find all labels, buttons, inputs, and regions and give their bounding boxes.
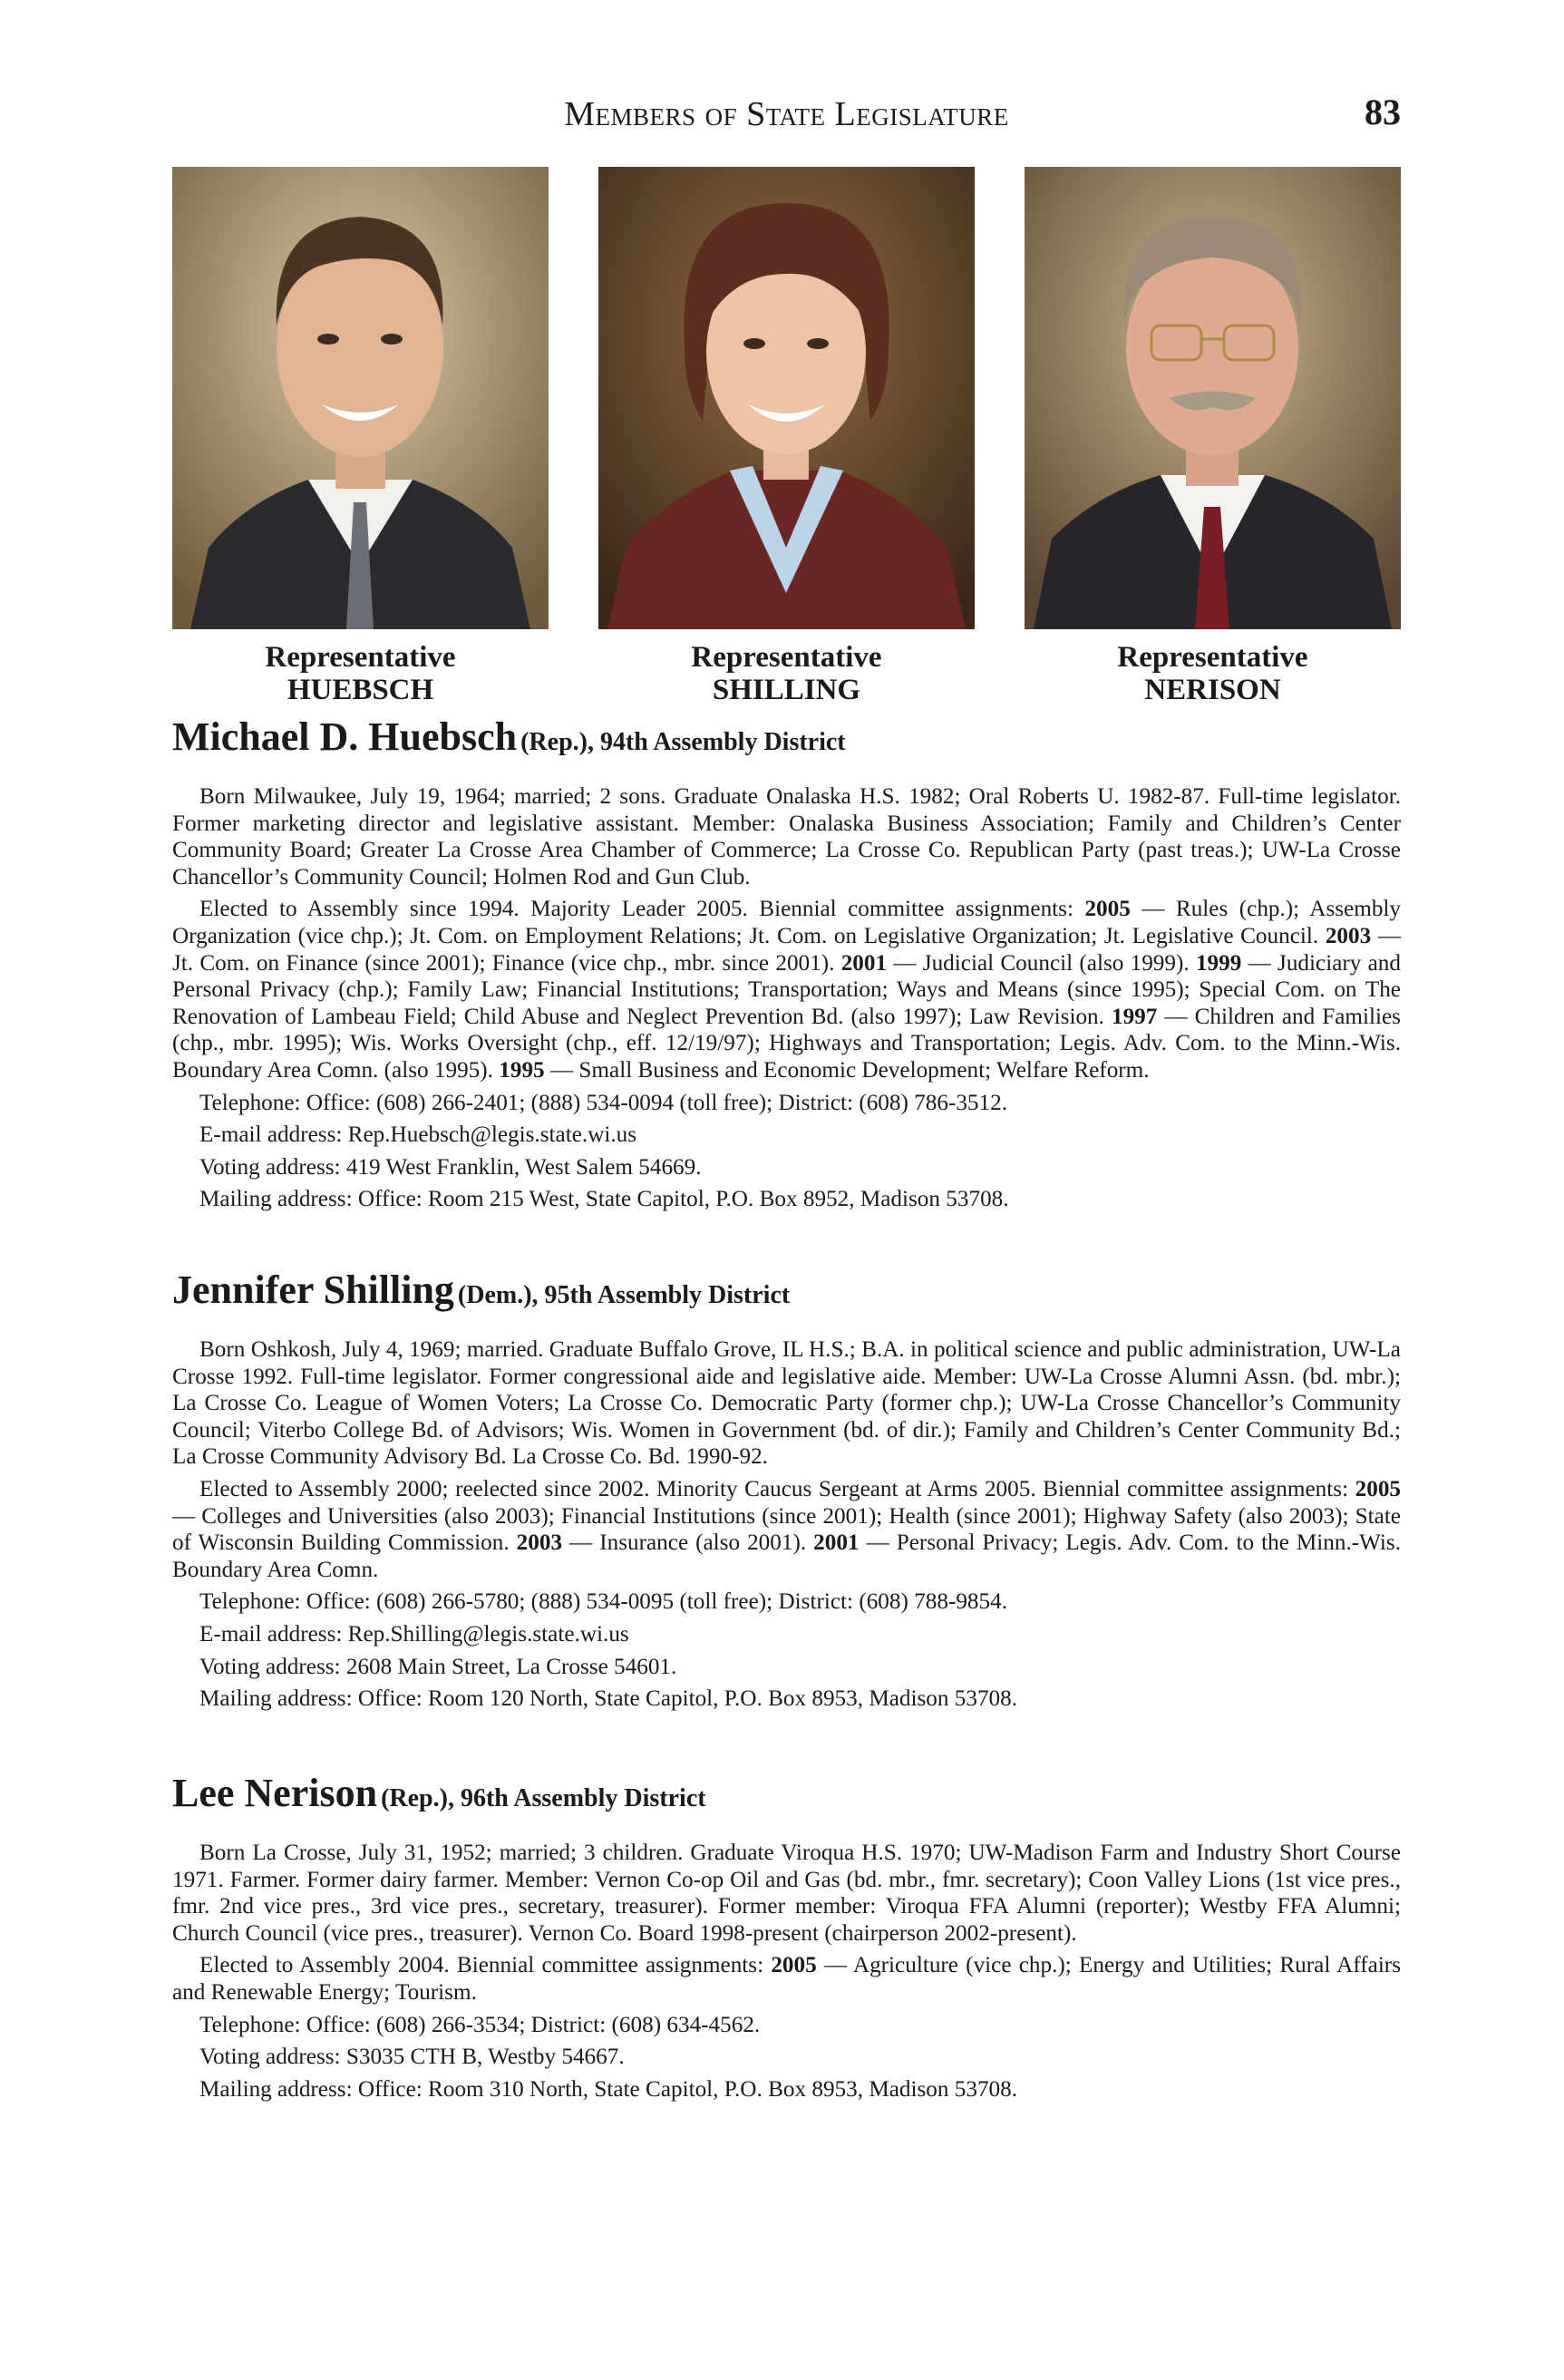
voting-address-line: Voting address: 419 West Franklin, West Salem 54669. <box>199 1154 702 1180</box>
telephone-line: Telephone: Office: (608) 266-5780; (888) 534-0095 (toll free); District: (608) 788-9854. <box>199 1589 1008 1615</box>
caption-shilling <box>598 641 975 706</box>
page-number: 83 <box>1365 92 1401 132</box>
bio-background-paragraph: Born Oshkosh, July 4, 1969; married. Graduate Buffalo Grove, IL H.S.; B.A. in political science and public administration, UW-La Crosse 1992. Full-time legislator. Former congressional aide and legislative aide. Member: UW-La Crosse Alumni Assn. (bd. mbr.); La Crosse Co. League of Women Voters; La Crosse Co. Democratic Party (former chp.); UW-La Crosse Chancellor’s Community Council; Viterbo College Bd. of Advisors; Wis. Women in Government (bd. of dir.); Family and Children’s Center Community Bd.; La Crosse Community Advisory Bd. La Crosse Co. Bd. 1990-92. <box>172 1337 1401 1470</box>
mailing-address-line: Mailing address: Office: Room 310 North, State Capitol, P.O. Box 8953, Madison 53708. <box>199 2076 1018 2102</box>
bold-year: 2001 <box>840 950 888 976</box>
caption-nerison <box>1025 641 1401 706</box>
caption-surname: HUEBSCH <box>287 674 434 706</box>
bold-year: 2003 <box>1325 923 1372 948</box>
mailing-address-line: Mailing address: Office: Room 215 West, State Capitol, P.O. Box 8952, Madison 53708. <box>199 1187 1009 1212</box>
portrait-captions <box>172 641 1401 714</box>
member-district: , 94th Assembly District <box>587 728 846 756</box>
member-district: , 95th Assembly District <box>531 1281 791 1309</box>
caption-title: Representative <box>691 641 882 674</box>
caption-surname: NERISON <box>1144 674 1281 706</box>
bio-committee-paragraph: Elected to Assembly since 1994. Majority Leader 2005. Biennial committee assignments: 2005 — Rules (chp.); Assembly Organization (vice chp.); Jt. Com. on Employment Relations; Jt. Com. on Legislative Organization; Jt. Legislative Council. 2003 — Jt. Com. on Finance (since 2001); Finance (vice chp., mbr. since 2001). 2001 — Judicial Council (also 1999). 1999 — Judiciary and Personal Privacy (chp.); Family Law; Financial Institutions; Transportation; Ways and Means (since 1995); Special Com. on The Renovation of Lambeau Field; Child Abuse and Neglect Prevention Bd. (also 1997); Law Revision. 1997 — Children and Families (chp., mbr. 1995); Wis. Works Oversight (chp., eff. 12/19/97); Highways and Transportation; Legis. Adv. Com. to the Minn.-Wis. Boundary Area Comn. (also 1995). 1995 — Small Business and Economic Development; Welfare Reform. <box>172 897 1402 1083</box>
bold-year: 2001 <box>813 1530 860 1556</box>
bold-year: 2005 <box>1355 1476 1401 1501</box>
member-district: , 96th Assembly District <box>447 1784 706 1812</box>
portrait-photo-nerison <box>1025 167 1401 629</box>
bio-background-paragraph: Born Milwaukee, July 19, 1964; married; 2 sons. Graduate Onalaska H.S. 1982; Oral Roberts U. 1982-87. Full-time legislator. Former marketing director and legislative assistant. Member: Onalaska Business Association; Family and Children’s Center Community Board; Greater La Crosse Area Chamber of Commerce; La Crosse Co. Republican Party (past treas.); UW-La Crosse Chancellor’s Community Council; Holmen Rod and Gun Club. <box>172 784 1401 889</box>
bio-huebsch <box>172 716 1401 1219</box>
bio-heading <box>172 1773 1401 1823</box>
bold-year: 1997 <box>1111 1004 1158 1029</box>
bold-year: 1999 <box>1195 950 1242 976</box>
member-party: (Rep.) <box>381 1784 448 1812</box>
bold-year: 2003 <box>516 1530 563 1556</box>
telephone-line: Telephone: Office: (608) 266-3534; District: (608) 634-4562. <box>199 2012 761 2037</box>
bold-year: 2005 <box>771 1953 817 1978</box>
mailing-address-line: Mailing address: Office: Room 120 North, State Capitol, P.O. Box 8953, Madison 53708. <box>199 1686 1018 1712</box>
caption-title: Representative <box>1117 641 1308 674</box>
member-name: Lee Nerison <box>172 1771 378 1815</box>
page-header <box>172 91 1401 145</box>
bold-year: 1995 <box>499 1057 545 1083</box>
bold-year: 2005 <box>1084 897 1131 922</box>
bio-background-paragraph: Born La Crosse, July 31, 1952; married; 3 children. Graduate Viroqua H.S. 1970; UW-Madison Farm and Industry Short Course 1971. Farmer. Former dairy farmer. Member: Vernon Co-op Oil and Gas (bd. mbr., fmr. secretary); Coon Valley Lions (1st vice pres., fmr. 2nd vice pres., 3rd vice pres., secretary, treasurer). Former member: Viroqua FFA Alumni (reporter); Westby FFA Alumni; Church Council (vice pres., treasurer). Vernon Co. Board 1998-present (chairperson 2002-present). <box>172 1841 1401 1946</box>
bio-committee-paragraph: Elected to Assembly 2000; reelected since 2002. Minority Caucus Sergeant at Arms 2005. Biennial committee assignments: 2005 — Colleges and Universities (also 2003); Financial Institutions (since 2001); Health (since 2001); Highway Safety (also 2003); State of Wisconsin Building Commission. 2003 — Insurance (also 2001). 2001 — Personal Privacy; Legis. Adv. Com. to the Minn.-Wis. Boundary Area Comn. <box>172 1476 1402 1582</box>
member-name: Jennifer Shilling <box>172 1268 454 1312</box>
caption-huebsch <box>172 641 549 706</box>
bio-nerison <box>172 1773 1401 2108</box>
bio-shilling <box>172 1269 1401 1718</box>
portrait-row <box>172 167 1401 631</box>
portrait-photo-huebsch <box>172 167 549 629</box>
bio-heading <box>172 716 1401 767</box>
member-party: (Dem.) <box>457 1281 532 1309</box>
bio-committee-paragraph: Elected to Assembly 2004. Biennial committee assignments: 2005 — Agriculture (vice chp.); Energy and Utilities; Rural Affairs and Renewable Energy; Tourism. <box>172 1953 1402 2005</box>
portrait-photo-shilling <box>598 167 975 629</box>
member-name: Michael D. Huebsch <box>172 714 518 759</box>
email-line: E-mail address: Rep.Shilling@legis.state.wi.us <box>199 1621 629 1647</box>
member-party: (Rep.) <box>520 728 588 756</box>
voting-address-line: Voting address: 2608 Main Street, La Crosse 54601. <box>199 1654 677 1679</box>
telephone-line: Telephone: Office: (608) 266-2401; (888) 534-0094 (toll free); District: (608) 786-3512. <box>199 1090 1008 1115</box>
voting-address-line: Voting address: S3035 CTH B, Westby 54667. <box>199 2045 625 2070</box>
bio-heading <box>172 1269 1401 1320</box>
running-title: Members of State Legislature <box>564 95 1009 133</box>
email-line: E-mail address: Rep.Huebsch@legis.state.wi.us <box>199 1122 637 1148</box>
caption-title: Representative <box>265 641 456 674</box>
caption-surname: SHILLING <box>712 674 861 706</box>
